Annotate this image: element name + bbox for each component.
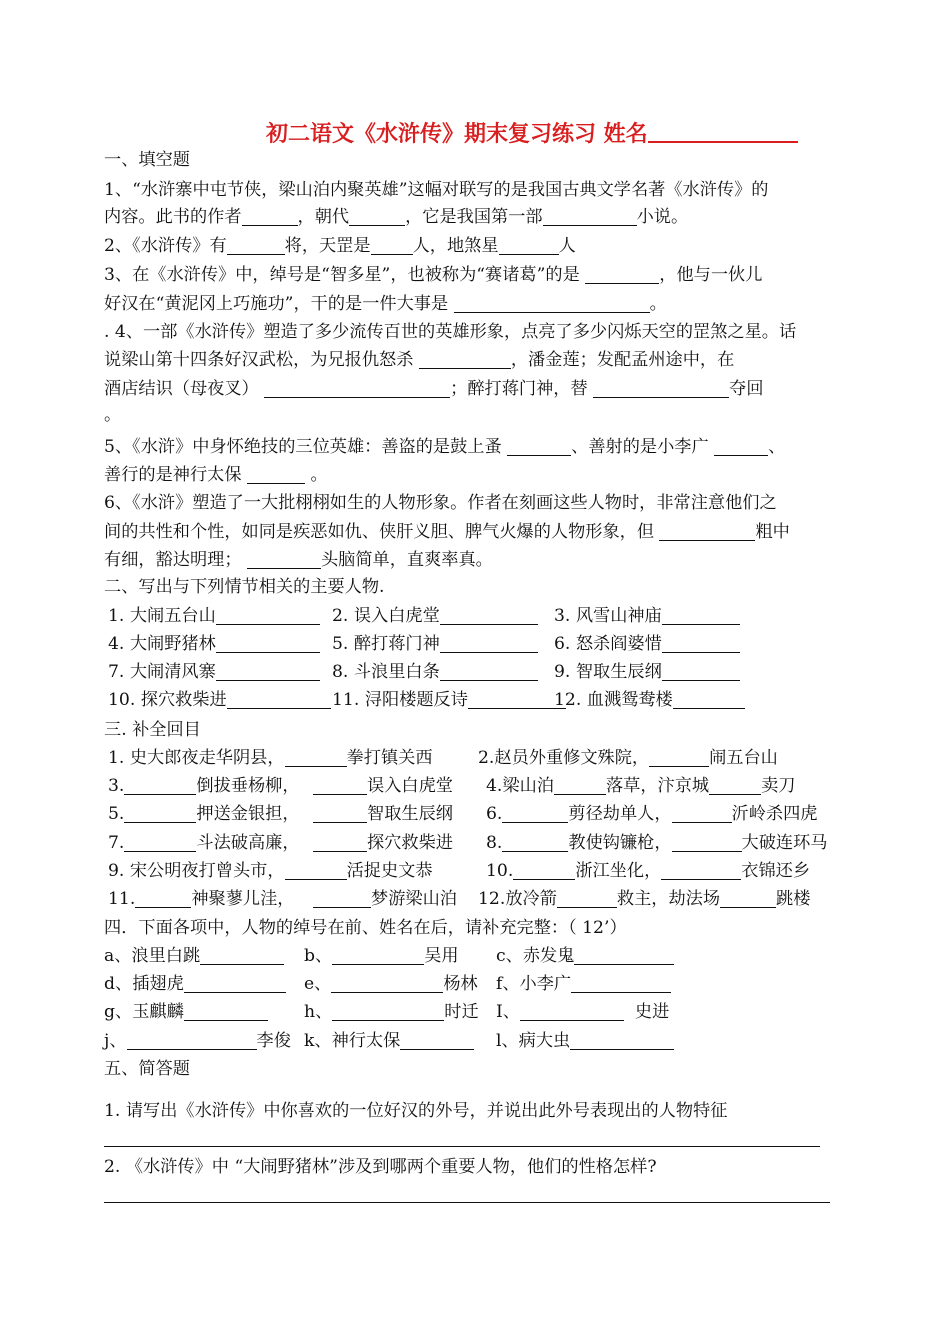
generals-blank[interactable]	[227, 237, 285, 255]
q4-line-a: . 4、一部《水浒传》塑造了多少流传百世的英雄形象，点亮了多少闪烁天空的罡煞之星。话	[104, 322, 797, 342]
character-blank[interactable]	[662, 607, 740, 625]
q1-line-b: 内容。此书的作者 ，朝代 ，它是我国第一部 小说。	[104, 207, 689, 227]
q6-line-c: 有细，豁达明理； 头脑简单，直爽率真。	[104, 550, 493, 570]
character-blank[interactable]	[662, 663, 740, 681]
nickname-blank[interactable]	[332, 1003, 444, 1021]
genre-blank[interactable]	[543, 208, 637, 226]
chapter-blank[interactable]	[554, 777, 606, 795]
plot-item	[554, 660, 740, 684]
chapter-blank[interactable]	[285, 862, 347, 880]
character-blank[interactable]	[216, 663, 320, 681]
chapter-blank[interactable]	[313, 777, 367, 795]
plot-item	[332, 604, 538, 628]
chapter-blank[interactable]	[313, 805, 367, 823]
name-blank[interactable]	[184, 1003, 268, 1021]
event-blank[interactable]	[454, 295, 650, 313]
chapter-blank[interactable]	[124, 805, 196, 823]
plot-item	[108, 660, 320, 684]
plot-item-label: 12. 血溅鸳鸯楼	[554, 690, 673, 710]
plot-item	[332, 660, 538, 684]
plot-item-label: 8. 斗浪里白条	[332, 662, 440, 682]
plot-item	[108, 688, 331, 712]
archer-blank[interactable]	[714, 438, 768, 456]
chapter-blank[interactable]	[513, 862, 575, 880]
plot-item-label: 4. 大闹野猪林	[108, 634, 216, 654]
chapter-blank[interactable]	[313, 890, 371, 908]
q5-line-a: 5、《水浒》中身怀绝技的三位英雄：善盗的是鼓上蚤 、善射的是小李广 、	[104, 437, 786, 457]
character-blank[interactable]	[216, 607, 320, 625]
chapter-blank[interactable]	[709, 777, 761, 795]
character-blank[interactable]	[673, 691, 745, 709]
zhiduoxing-blank[interactable]	[585, 266, 659, 284]
chapter-blank[interactable]	[649, 749, 709, 767]
chapter-blank[interactable]	[502, 834, 568, 852]
plot-item	[108, 604, 320, 628]
character-blank[interactable]	[227, 691, 331, 709]
section-1-heading: 一、填空题	[104, 150, 190, 170]
dynasty-blank[interactable]	[349, 208, 405, 226]
character-blank[interactable]	[440, 663, 538, 681]
name-blank[interactable]	[400, 1032, 474, 1050]
chapter-blank[interactable]	[124, 834, 196, 852]
q1-line-a: 1、“水浒寨中屯节侠，梁山泊内聚英雄”这幅对联写的是我国古典文学名著《水浒传》的	[104, 180, 769, 200]
answer-line-2[interactable]	[104, 1202, 830, 1203]
plot-item	[554, 604, 740, 628]
answer-line-1[interactable]	[104, 1146, 820, 1147]
name-blank[interactable]	[571, 975, 671, 993]
plot-item	[108, 632, 320, 656]
character-blank[interactable]	[440, 635, 538, 653]
plot-item-label: 7. 大闹清风寨	[108, 662, 216, 682]
plot-item-label: 10. 探穴救柴进	[108, 690, 227, 710]
chapter-blank[interactable]	[502, 805, 568, 823]
name-blank[interactable]	[574, 947, 674, 965]
nickname-blank[interactable]	[332, 947, 424, 965]
short-answer-q1: 1. 请写出《水浒传》中你喜欢的一位好汉的外号，并说出此外号表现出的人物特征	[104, 1101, 728, 1121]
plot-item-label: 1. 大闹五台山	[108, 606, 216, 626]
coarse-fine-blank[interactable]	[659, 523, 755, 541]
chapter-blank[interactable]	[124, 777, 196, 795]
name-blank[interactable]	[200, 947, 284, 965]
chapter-blank[interactable]	[672, 805, 732, 823]
q3-line-a: 3、在《水浒传》中，绰号是“智多星”，也被称为“赛诸葛”的是 ，他与一伙儿	[104, 265, 763, 285]
q3-line-b: 好汉在“黄泥冈上巧施功”，干的是一件大事是 。	[104, 294, 667, 314]
disha-blank[interactable]	[499, 237, 559, 255]
q4-line-c: 酒店结识（母夜叉） ；醉打蒋门神，替 夺回	[104, 379, 764, 399]
thief-blank[interactable]	[507, 438, 571, 456]
character-blank[interactable]	[440, 607, 538, 625]
q6-line-b: 间的共性和个性，如同是疾恶如仇、侠肝义胆、脾气火爆的人物形象，但 粗中	[104, 522, 790, 542]
chapter-blank[interactable]	[285, 749, 347, 767]
killed-blank[interactable]	[419, 351, 511, 369]
page-title: 初二语文《水浒传》期末复习练习 姓名	[266, 117, 798, 148]
nickname-blank[interactable]	[331, 975, 443, 993]
section-2-heading: 二、写出与下列情节相关的主要人物.	[104, 577, 385, 597]
q4-line-b: 说梁山第十四条好汉武松，为兄报仇怒杀 ，潘金莲；发配孟州途中，在	[104, 350, 735, 370]
q4-line-d: 。	[104, 405, 122, 425]
name-blank[interactable]	[648, 121, 798, 143]
short-answer-q2: 2. 《水浒传》中 “大闹野猪林”涉及到哪两个重要人物，他们的性格怎样?	[104, 1157, 657, 1177]
plot-item	[332, 632, 538, 656]
author-blank[interactable]	[242, 208, 298, 226]
plot-item	[554, 632, 740, 656]
for-whom-blank[interactable]	[593, 380, 729, 398]
character-blank[interactable]	[216, 635, 320, 653]
plot-item	[332, 688, 566, 712]
name-blank[interactable]	[184, 975, 286, 993]
character-blank[interactable]	[468, 691, 566, 709]
q6-line-a: 6、《水浒》塑造了一大批栩栩如生的人物形象。作者在刻画这些人物时，非常注意他们之	[104, 493, 777, 513]
q5-line-b: 善行的是神行太保 。	[104, 465, 328, 485]
plot-item-label: 9. 智取生辰纲	[554, 662, 662, 682]
plot-item-label: 3. 风雪山神庙	[554, 606, 662, 626]
section-5-heading: 五、简答题	[104, 1059, 190, 1079]
plot-item-label: 5. 醉打蒋门神	[332, 634, 440, 654]
character-blank[interactable]	[662, 635, 740, 653]
nickname-blank[interactable]	[520, 1003, 624, 1021]
section-4-heading: 四．下面各项中，人物的绰号在前、姓名在后，请补充完整：（ 12’）	[104, 918, 627, 938]
nickname-blank[interactable]	[127, 1032, 257, 1050]
plot-item	[554, 688, 745, 712]
chapter-blank[interactable]	[720, 890, 776, 908]
section-3-heading: 三. 补全回目	[104, 720, 201, 740]
plot-item-label: 2. 误入白虎堂	[332, 606, 440, 626]
chapter-blank[interactable]	[557, 890, 617, 908]
plot-item-label: 6. 怒杀阎婆惜	[554, 634, 662, 654]
name-blank[interactable]	[570, 1032, 674, 1050]
chapter-blank[interactable]	[313, 834, 367, 852]
chapter-blank[interactable]	[135, 890, 191, 908]
simple-minded-blank[interactable]	[247, 551, 321, 569]
tiangang-blank[interactable]	[371, 237, 413, 255]
plot-item-label: 11. 浔阳楼题反诗	[332, 690, 468, 710]
chapter-blank[interactable]	[661, 862, 741, 880]
q2-line: 2、《水浒传》有 将，天罡是 人，地煞星 人	[104, 236, 576, 256]
runner-blank[interactable]	[247, 466, 305, 484]
met-blank[interactable]	[264, 380, 450, 398]
chapter-blank[interactable]	[672, 834, 742, 852]
